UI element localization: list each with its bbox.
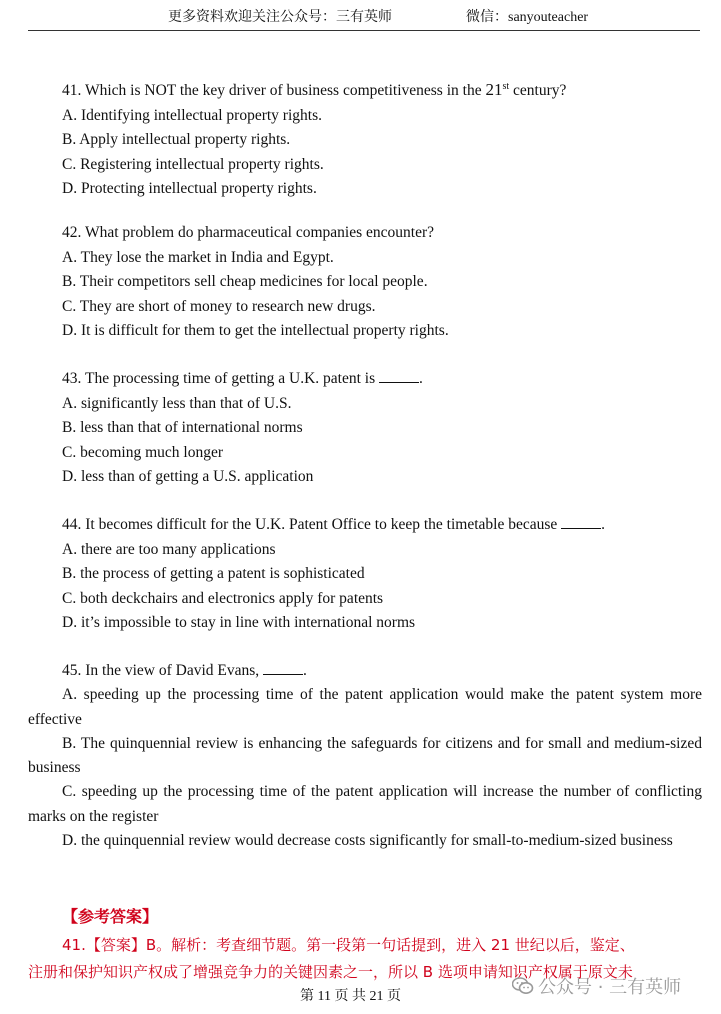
question-stem: 42. What problem do pharmaceutical companies encounter? xyxy=(62,224,434,241)
question-stem: 41. Which is NOT the key driver of business competitiveness in the 21st century? xyxy=(62,80,567,100)
answer-line: 注册和保护知识产权成了增强竞争力的关键因素之一，所以 B 选项申请知识产权属于原文未 xyxy=(28,963,633,981)
watermark-text: 公众号 · 三有英师 xyxy=(538,977,682,998)
option-b: B. less than that of international norms xyxy=(62,419,303,436)
question-stem: 44. It becomes difficult for the U.K. Patent Office to keep the timetable because . xyxy=(62,516,606,533)
option-b: B. Their competitors sell cheap medicines for local people. xyxy=(62,273,428,290)
question-43 xyxy=(62,367,423,490)
option-a: A. there are too many applications xyxy=(62,540,276,558)
watermark xyxy=(512,973,681,999)
option-c: C. Registering intellectual property rights. xyxy=(62,155,324,173)
header-left-text: 更多资料欢迎关注公众号：三有英师 xyxy=(168,10,392,25)
question-42 xyxy=(62,221,449,344)
option-d: D. less than of getting a U.S. application xyxy=(62,468,314,485)
question-41 xyxy=(62,75,566,202)
option-a: A. speeding up the processing time of the patent application would make the patent system more effective xyxy=(28,686,702,728)
page-footer: 第 11 页 共 21 页 xyxy=(300,989,401,1004)
option-a: A. Identifying intellectual property rights. xyxy=(62,106,322,124)
option-c: C. both deckchairs and electronics apply for patents xyxy=(62,589,384,607)
answer-title: 【参考答案】 xyxy=(62,907,159,926)
option-b: B. Apply intellectual property rights. xyxy=(62,131,291,149)
question-stem: 45. In the view of David Evans, . xyxy=(62,662,307,679)
option-c: C. becoming much longer xyxy=(62,443,223,461)
option-d: D. Protecting intellectual property rights. xyxy=(62,180,317,198)
option-d: D. It is difficult for them to get the intellectual property rights. xyxy=(62,322,449,339)
answer-blank xyxy=(263,660,303,675)
option-a: A. significantly less than that of U.S. xyxy=(62,394,292,412)
question-44 xyxy=(62,513,605,636)
answer-line: 41.【答案】B。解析：考查细节题。第一段第一句话提到，进入 21 世纪以后，鉴定、 xyxy=(62,936,635,954)
answer-blank xyxy=(379,368,419,383)
option-b: B. the process of getting a patent is sophisticated xyxy=(62,565,365,582)
option-c: C. They are short of money to research new drugs. xyxy=(62,297,376,315)
option-b: B. The quinquennial review is enhancing the safeguards for citizens and for small and medium-sized business xyxy=(28,734,702,777)
header-right-text: 微信：sanyouteacher xyxy=(466,10,589,25)
option-c: C. speeding up the processing time of the patent application will increase the number of conflicting marks on the register xyxy=(28,783,702,825)
option-a: A. They lose the market in India and Egypt. xyxy=(62,248,334,266)
page-header xyxy=(28,0,700,31)
answer-blank xyxy=(561,514,601,529)
option-d: D. it’s impossible to stay in line with international norms xyxy=(62,614,416,631)
wechat-icon xyxy=(512,977,534,995)
question-stem: 43. The processing time of getting a U.K. patent is . xyxy=(62,370,423,387)
option-d: D. the quinquennial review would decrease costs significantly for small-to-medium-sized business xyxy=(62,832,673,850)
question-45 xyxy=(28,659,702,853)
